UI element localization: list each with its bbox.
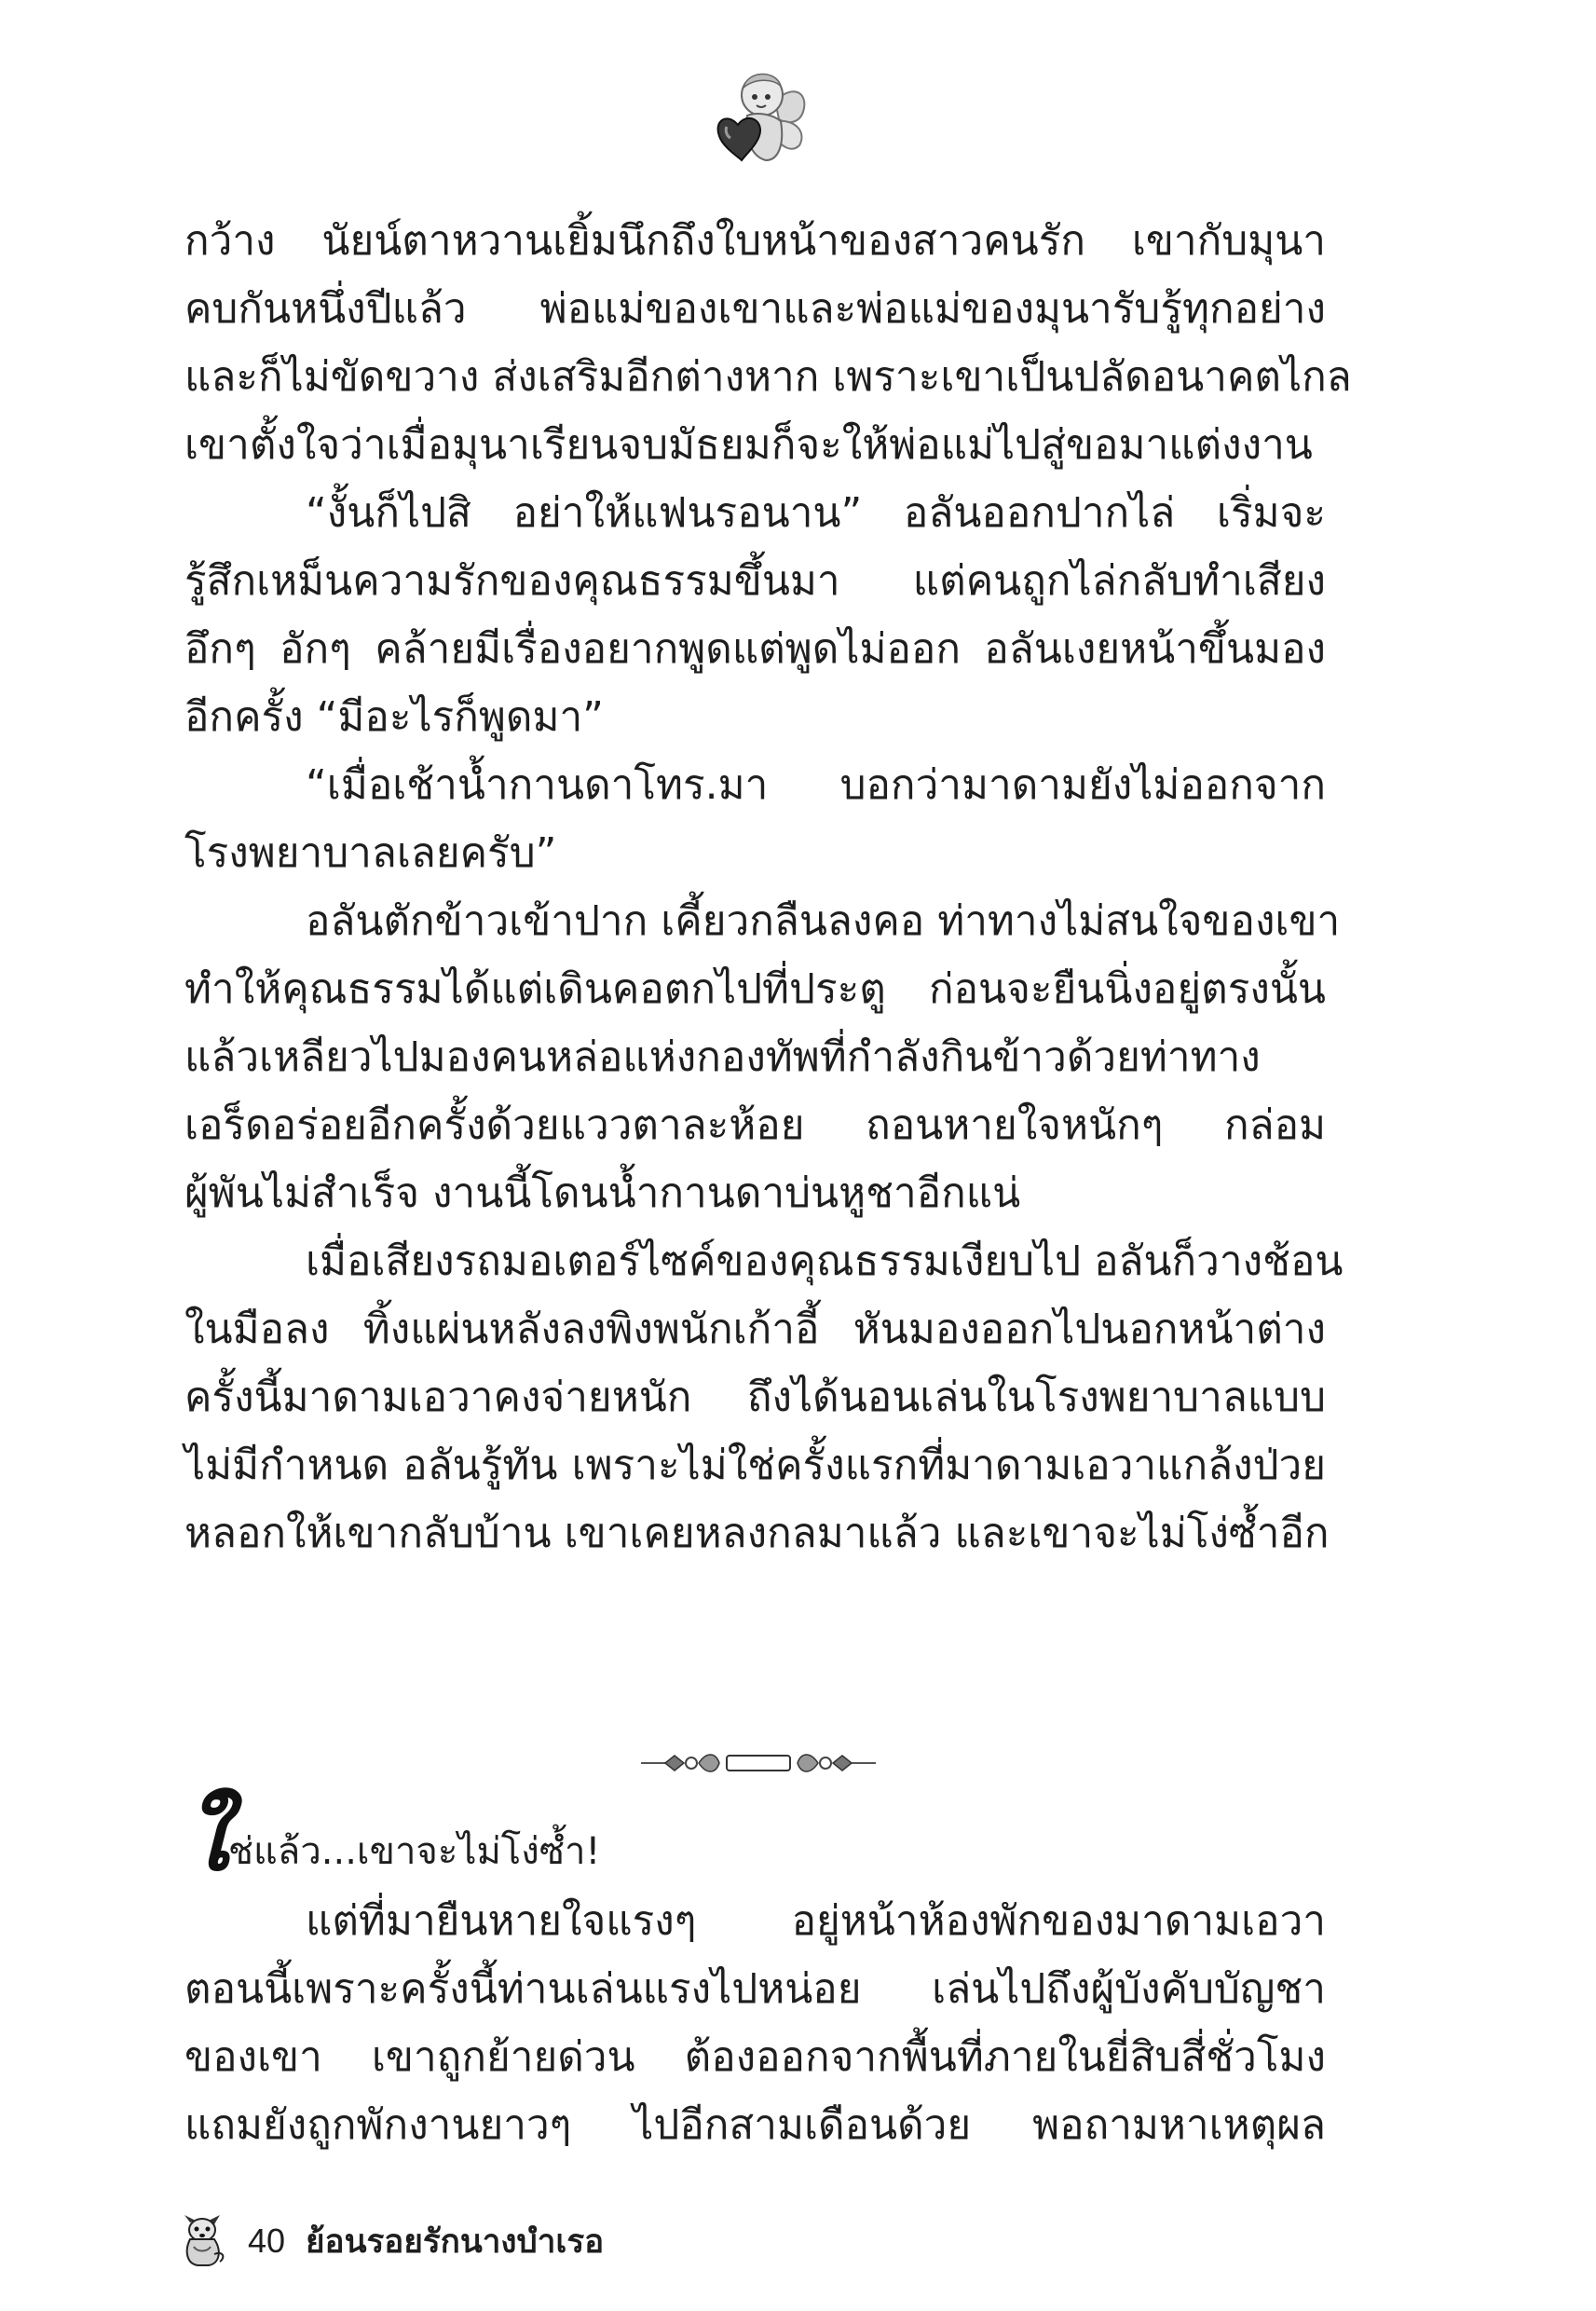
text-line: ของเขา เขาถูกย้ายด่วน ต้องออกจากพื้นที่ภายในยี่สิบสี่ชั่วโมง [184, 2033, 1326, 2081]
text-line: แถมยังถูกพักงานยาวๆ ไปอีกสามเดือนด้วย พอถามหาเหตุผล [184, 2101, 1326, 2149]
body-text [184, 207, 1352, 1567]
text-line: และก็ไม่ขัดขวาง ส่งเสริมอีกต่างหาก เพราะเขาเป็นปลัดอนาคตไกล [184, 353, 1352, 401]
text-line: อลันตักข้าวเข้าปาก เคี้ยวกลืนลงคอ ท่าทางไม่สนใจของเขา [306, 897, 1341, 945]
text-line: ครั้งนี้มาดามเอวาคงจ่ายหนัก ถึงได้นอนเล่นในโรงพยาบาลแบบ [184, 1374, 1326, 1421]
text-line: กว้าง นัยน์ตาหวานเยิ้มนึกถึงใบหน้าของสาวคนรัก เขากับมุนา [184, 217, 1326, 265]
text-line: แต่ที่มายืนหายใจแรงๆ อยู่หน้าห้องพักของมาดามเอวา [306, 1897, 1326, 1945]
text-line: อีกครั้ง “มีอะไรก็พูดมา” [184, 693, 604, 741]
text-line: ในมือลง ทิ้งแผ่นหลังลงพิงพนักเก้าอี้ หันมองออกไปนอกหน้าต่าง [184, 1306, 1326, 1353]
text-line: หลอกให้เขากลับบ้าน เขาเคยหลงกลมาแล้ว และเขาจะไม่โง่ซ้ำอีก [184, 1510, 1330, 1557]
cupid-heart-icon [710, 63, 811, 168]
drop-cap: ใ [184, 1785, 228, 1891]
dog-icon [177, 2213, 227, 2269]
text-line: ทำให้คุณธรรมได้แต่เดินคอตกไปที่ประตู ก่อนจะยืนนิ่งอยู่ตรงนั้น [184, 965, 1326, 1013]
text-line: รู้สึกเหม็นความรักของคุณธรรมขึ้นมา แต่คนถูกไล่กลับทำเสียง [184, 557, 1326, 605]
text-line: เมื่อเสียงรถมอเตอร์ไซค์ของคุณธรรมเงียบไป อลันก็วางช้อน [306, 1238, 1344, 1285]
page-footer [177, 2213, 604, 2269]
text-line: “งั้นก็ไปสิ อย่าให้แฟนรอนาน” อลันออกปากไล่ เริ่มจะ [306, 489, 1326, 537]
text-line: แล้วเหลียวไปมองคนหล่อแห่งกองทัพที่กำลังกินข้าวด้วยท่าทาง [184, 1033, 1261, 1081]
opening-line [184, 1785, 1326, 1891]
text-line: ตอนนี้เพราะครั้งนี้ท่านเล่นแรงไปหน่อย เล่นไปถึงผู้บังคับบัญชา [184, 1965, 1326, 2013]
text-line: ไม่มีกำหนด อลันรู้ทัน เพราะไม่ใช่ครั้งแรกที่มาดามเอวาแกล้งป่วย [184, 1442, 1326, 1489]
text-line: “เมื่อเช้าน้ำกานดาโทร.มา บอกว่ามาดามยังไม่ออกจาก [306, 761, 1326, 809]
ornament-divider-icon [637, 1744, 880, 1782]
text-line: โรงพยาบาลเลยครับ” [184, 829, 557, 877]
text-line: ผู้พันไม่สำเร็จ งานนี้โดนน้ำกานดาบ่นหูชาอีกแน่ [184, 1169, 1021, 1217]
text-line: เอร็ดอร่อยอีกครั้งด้วยแววตาละห้อย ถอนหายใจหนักๆ กล่อม [184, 1101, 1326, 1149]
text-line: เขาตั้งใจว่าเมื่อมุนาเรียนจบมัธยมก็จะให้พ่อแม่ไปสู่ขอมาแต่งงาน [184, 421, 1313, 469]
page-number: 40 [248, 2222, 286, 2260]
text-line: อึกๆ อักๆ คล้ายมีเรื่องอยากพูดแต่พูดไม่ออก อลันเงยหน้าขึ้นมอง [184, 625, 1326, 673]
opening-text: ช่แล้ว...เขาจะไม่โง่ซ้ำ! [227, 1830, 601, 1873]
book-title: ย้อนรอยรักนางบำเรอ [306, 2222, 605, 2261]
section-two [184, 1785, 1326, 2159]
text-line: คบกันหนึ่งปีแล้ว พ่อแม่ของเขาและพ่อแม่ของมุนารับรู้ทุกอย่าง [184, 285, 1326, 333]
